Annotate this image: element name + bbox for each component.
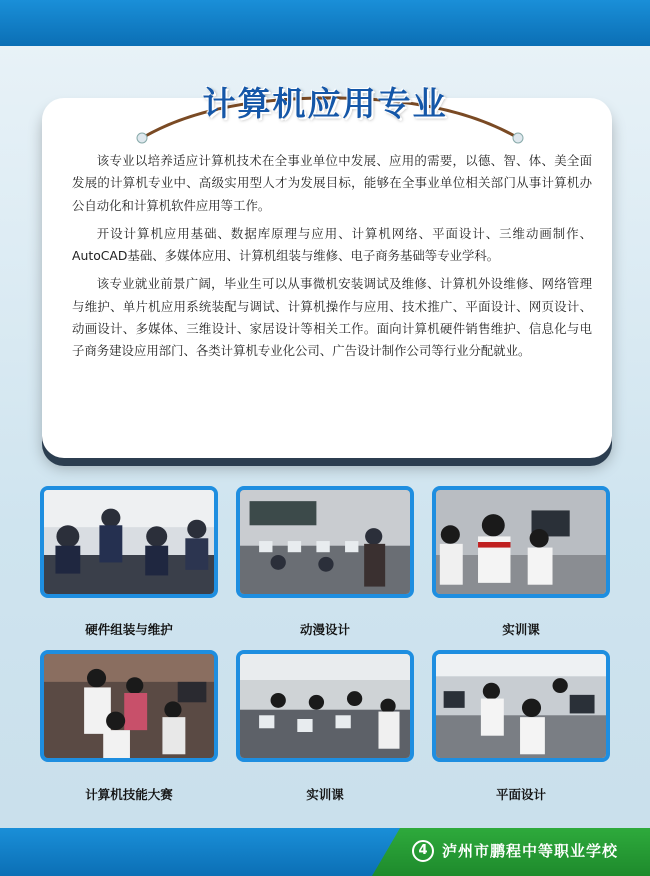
photo-training-1	[432, 486, 610, 598]
photo-animation	[236, 486, 414, 598]
paragraph-goal: 该专业以培养适应计算机技术在全事业单位中发展、应用的需要，以德、智、体、美全面发展的计算机专业中、高级实用型人才为发展目标，能够在全事业单位相关部门从事计算机办公自动化和计算机软件应用等工作。	[72, 153, 592, 213]
caption-animation: 动漫设计	[299, 622, 350, 637]
caption-hardware: 硬件组装与维护	[85, 622, 173, 637]
paragraph-employment: 该专业就业前景广阔，毕业生可以从事微机安装调试及维修、计算机外设维修、网络管理与维护、单片机应用系统装配与调试、计算机操作与应用、技术推广、平面设计、网页设计、动画设计、多媒体、三维设计、家居设计等相关工作。面向计算机硬件销售维护、信息化与电子商务建设应用部门、各类计算机专业化公司、广告设计制作公司等行业分配就业。	[72, 276, 592, 359]
photo-graphic-design	[432, 650, 610, 762]
photo-hardware	[40, 486, 218, 598]
description-text	[72, 150, 592, 369]
page-number: 4	[412, 840, 434, 862]
top-banner	[0, 0, 650, 46]
caption-graphic-design: 平面设计	[495, 787, 546, 802]
paragraph-courses: 开设计算机应用基础、数据库原理与应用、计算机网络、平面设计、三维动画制作、AutoCAD基础、多媒体应用、计算机组装与维修、电子商务基础等专业学科。	[72, 225, 592, 264]
page-title: 计算机应用专业	[202, 84, 448, 123]
school-name: 泸州市鹏程中等职业学校	[442, 842, 619, 860]
caption-training-1: 实训课	[502, 622, 540, 637]
photo-skills-contest	[40, 650, 218, 762]
caption-skills-contest: 计算机技能大赛	[85, 787, 173, 802]
caption-training-2: 实训课	[306, 787, 344, 802]
photo-training-2	[236, 650, 414, 762]
